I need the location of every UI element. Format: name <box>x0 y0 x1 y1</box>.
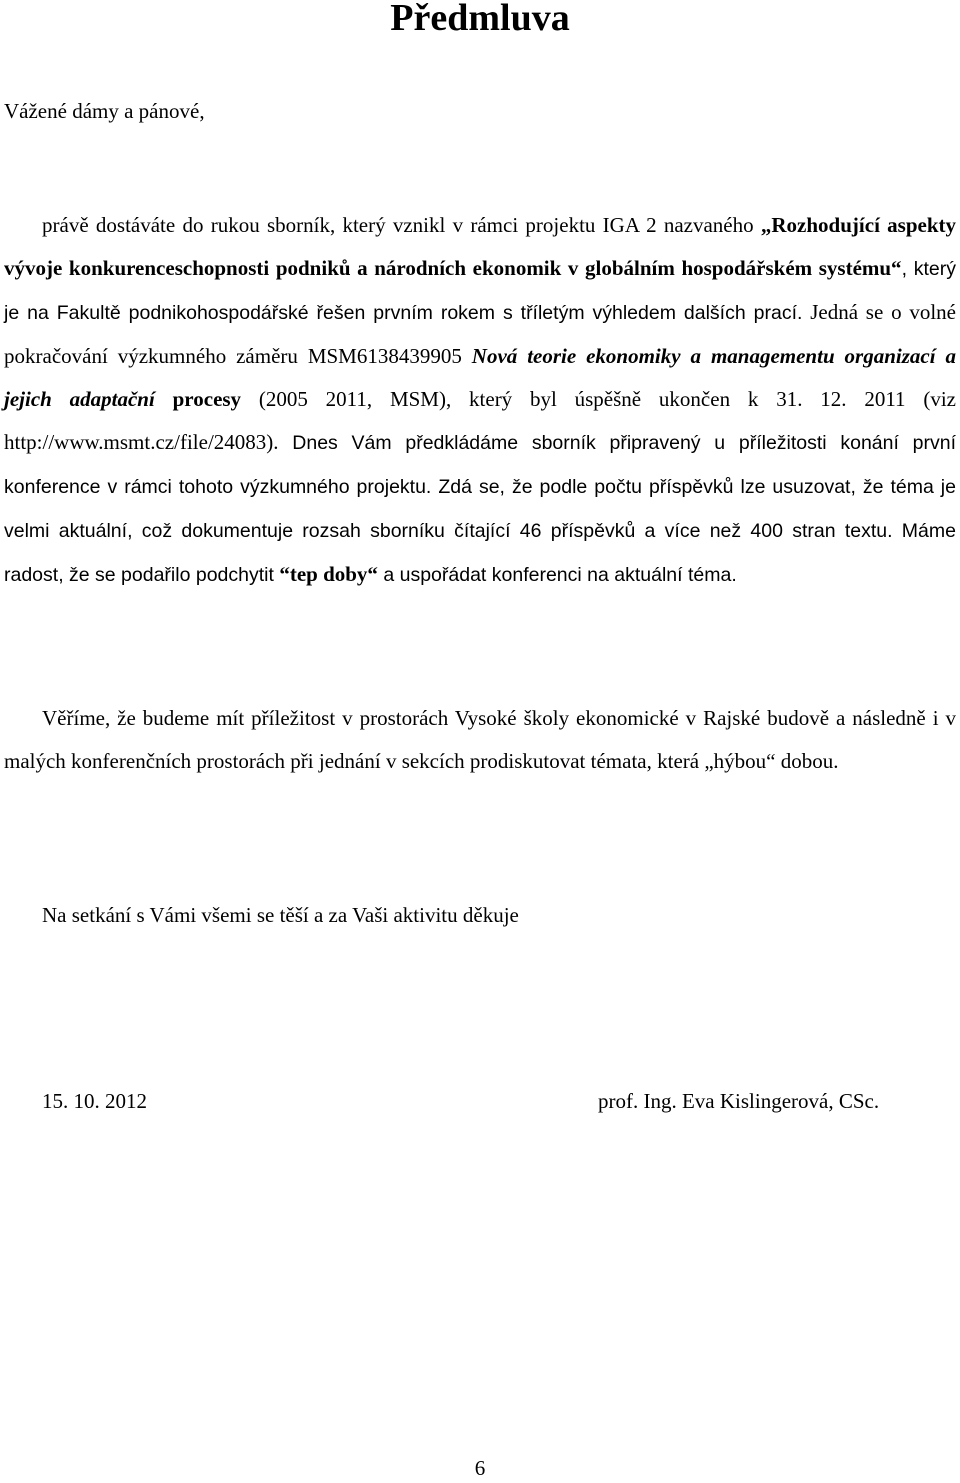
p1-text-12: a uspořádat konferenci na aktuální téma. <box>377 564 737 586</box>
p1-text-10: Dnes Vám předkládáme sborník připravený u příležitosti konání první konference v rámci tohoto výzkumného projektu. Zdá se, že podle počtu příspěvků lze usuzovat, že téma je velmi aktuální, což dokumentuje rozsah sborníku čítající 46 příspěvků a více než 400 stran textu. Máme radost, že se podařilo podchytit <box>4 432 956 586</box>
p2-text: Věříme, že budeme mít příležitost v prostorách Vysoké školy ekonomické v Rajské budově a následně i v malých konferenčních prostorách při jednání v sekcích prodiskutovat témata, která „hýbou“ dobou. <box>4 706 956 773</box>
paragraph-hope <box>4 697 956 783</box>
p1-text-7: (2005 2011, MSM), který byl úspěšně ukončen k 31. 12. 2011 (viz <box>241 387 956 411</box>
p1-text-9: ). <box>266 430 279 454</box>
page-title: Předmluva <box>390 0 570 39</box>
msmt-link[interactable]: http://www.msmt.cz/file/24083 <box>4 430 267 454</box>
p1-text-4: Jedná se o volné pokračování výzkumného záměru MSM6138439905 <box>4 300 956 368</box>
p1-msm-title-end: procesy <box>154 387 242 411</box>
page-number: 6 <box>474 1456 486 1480</box>
p1-msm-title: Nová teorie ekonomiky a managementu organizací a jejich adaptační <box>4 344 956 411</box>
p1-project-title: „Rozhodující aspekty vývoje konkurenceschopnosti podniků a národních ekonomik v globálním hospodářském systému“ <box>4 213 956 280</box>
signature-name: prof. Ing. Eva Kislingerová, CSc. <box>598 1089 880 1113</box>
p1-text-1: právě dostáváte do rukou sborník, který vznikl v rámci projektu IGA 2 nazvaného <box>42 213 761 237</box>
closing-line: Na setkání s Vámi všemi se těší a za Vaši aktivitu děkuje <box>42 903 519 927</box>
paragraph-intro <box>4 204 956 597</box>
p1-text-3: , který je na Fakultě podnikohospodářské řešen prvním rokem s tříletým výhledem dalších prací. <box>4 258 956 324</box>
signature-date: 15. 10. 2012 <box>42 1089 147 1113</box>
salutation: Vážené dámy a pánové, <box>4 99 205 123</box>
p1-emphasis: “tep doby“ <box>279 562 378 586</box>
